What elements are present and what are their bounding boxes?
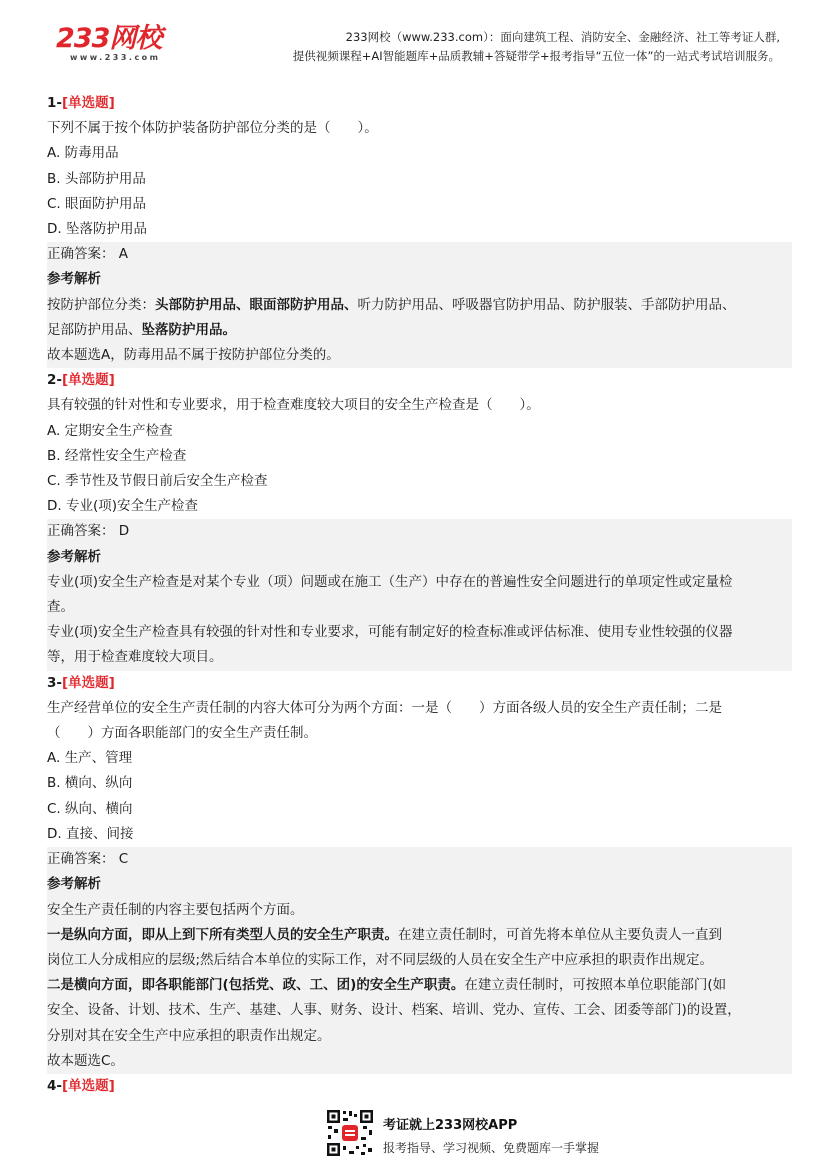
question-heading [47, 1074, 792, 1099]
option-a: A. 定期安全生产检查 [47, 422, 173, 439]
analysis-title: 参考解析 [47, 548, 101, 565]
analysis-text: 按防护部位分类：头部防护用品、眼面部防护用品、听力防护用品、呼吸器官防护用品、防护服装、手部防护用品、 [47, 296, 736, 313]
correct-answer: 正确答案： D [47, 523, 130, 540]
question-heading [47, 671, 792, 696]
option-b: B. 横向、纵向 [47, 775, 133, 792]
option-c: C. 季节性及节假日前后安全生产检查 [47, 473, 268, 490]
question-type-tag: [单选题] [62, 372, 115, 389]
analysis-text: 查。 [47, 599, 74, 616]
analysis-text: 足部防护用品、坠落防护用品。 [47, 321, 236, 338]
question-stem: 下列不属于按个体防护装备防护部位分类的是（ ）。 [47, 120, 378, 137]
question-number: 1- [47, 95, 62, 111]
question-stem: （ ）方面各职能部门的安全生产责任制。 [47, 725, 317, 742]
analysis-text: 一是纵向方面，即从上到下所有类型人员的安全生产职责。在建立责任制时，可首先将本单位从主要负责人一直到 [47, 926, 722, 943]
qr-code-icon[interactable] [325, 1108, 375, 1158]
header-description [293, 28, 780, 66]
answer-block [47, 847, 792, 1074]
question-heading [47, 91, 792, 116]
analysis-text: 专业(项)安全生产检查具有较强的针对性和专业要求，可能有制定好的检查标准或评估标准、使用专业性较强的仪器 [47, 624, 733, 641]
analysis-text: 等，用于检查难度较大项目。 [47, 649, 223, 666]
correct-answer: 正确答案： A [47, 246, 129, 263]
correct-answer: 正确答案： C [47, 851, 129, 868]
option-d: D. 坠落防护用品 [47, 221, 147, 238]
answer-block [47, 519, 792, 670]
option-c: C. 纵向、横向 [47, 800, 133, 817]
footer-subtitle: 报考指导、学习视频、免费题库一手掌握 [383, 1141, 600, 1155]
logo-url: www.233.com [70, 53, 161, 62]
analysis-text: 安全生产责任制的内容主要包括两个方面。 [47, 901, 304, 918]
analysis-text: 故本题选A，防毒用品不属于按防护部位分类的。 [47, 347, 340, 364]
question-number: 2- [47, 372, 62, 389]
option-b: B. 经常性安全生产检查 [47, 447, 187, 464]
answer-block [47, 242, 792, 368]
analysis-text: 分别对其在安全生产中应承担的职责作出规定。 [47, 1027, 331, 1044]
analysis-text: 安全、设备、计划、技术、生产、基建、人事、财务、设计、档案、培训、党办、宣传、工会、团委等部门)的设置， [47, 1002, 741, 1019]
question-stem: 具有较强的针对性和专业要求，用于检查难度较大项目的安全生产检查是（ ）。 [47, 397, 540, 414]
analysis-title: 参考解析 [47, 876, 101, 893]
question-stem: 生产经营单位的安全生产责任制的内容大体可分为两个方面：一是（ ）方面各级人员的安全生产责任制；二是 [47, 699, 722, 716]
analysis-text: 专业(项)安全生产检查是对某个专业（项）问题或在施工（生产）中存在的普遍性安全问题进行的单项定性或定量检 [47, 573, 733, 590]
option-d: D. 直接、间接 [47, 825, 134, 842]
page-footer [0, 1100, 830, 1174]
option-c: C. 眼面防护用品 [47, 195, 147, 212]
page-header [0, 0, 830, 88]
header-desc-line2: 提供视频课程+AI智能题库+品质教辅+答疑带学+报考指导“五位一体”的一站式考试培训服务。 [292, 49, 780, 63]
analysis-text: 岗位工人分成相应的层级;然后结合本单位的实际工作，对不同层级的人员在安全生产中应承担的职责作出规定。 [47, 951, 714, 968]
footer-title: 考证就上233网校APP [383, 1118, 518, 1133]
brand-logo[interactable] [56, 24, 186, 64]
question-type-tag: [单选题] [62, 1077, 115, 1094]
analysis-title: 参考解析 [47, 271, 101, 288]
question-list [47, 91, 792, 1099]
question-heading [47, 368, 792, 393]
logo-text: 233网校 [56, 23, 162, 54]
question-type-tag: [单选题] [62, 674, 115, 691]
question-number: 4- [47, 1077, 62, 1094]
question-number: 3- [47, 674, 62, 691]
option-a: A. 生产、管理 [47, 750, 133, 767]
header-desc-line1: 233网校（www.233.com）：面向建筑工程、消防安全、金融经济、社工等考证人群, [345, 30, 780, 44]
option-a: A. 防毒用品 [47, 145, 119, 162]
question-type-tag: [单选题] [62, 95, 115, 111]
option-b: B. 头部防护用品 [47, 170, 146, 187]
analysis-text: 故本题选C。 [47, 1052, 124, 1069]
analysis-text: 二是横向方面，即各职能部门(包括党、政、工、团)的安全生产职责。在建立责任制时，可按照本单位职能部门(如 [47, 977, 727, 994]
option-d: D. 专业(项)安全生产检查 [47, 498, 199, 515]
